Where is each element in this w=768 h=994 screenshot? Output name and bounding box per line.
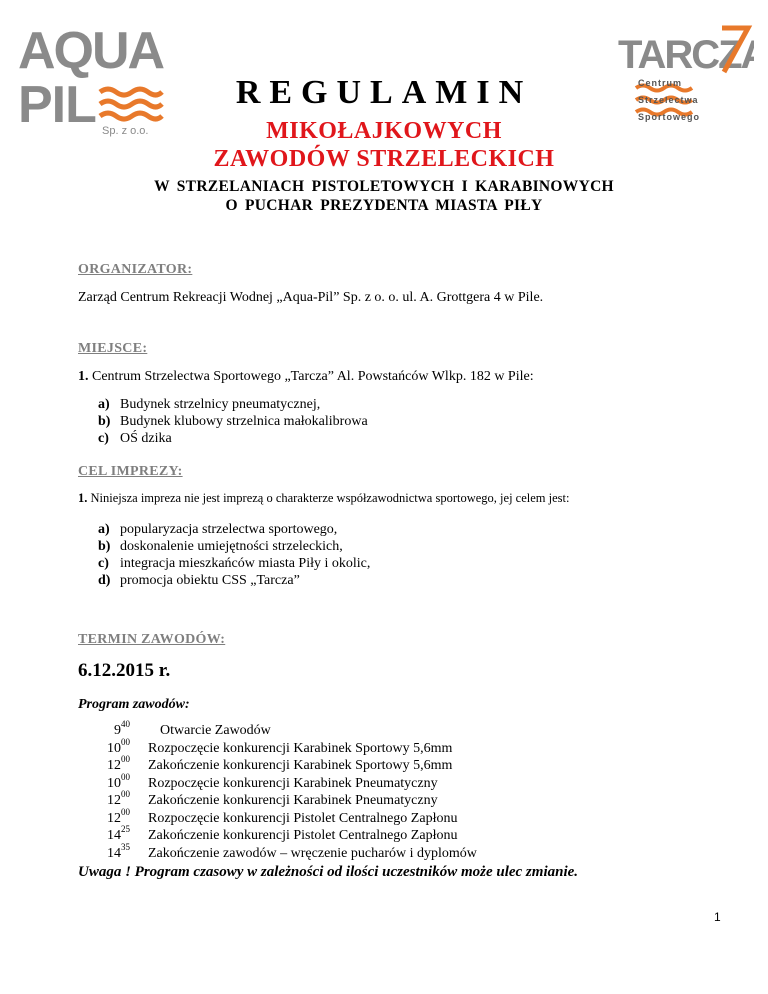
- cel-item-number: 1.: [78, 491, 88, 505]
- miejsce-item-number: 1.: [78, 369, 89, 384]
- schedule-row: [96, 736, 477, 758]
- schedule-row: [96, 754, 477, 775]
- logo-left-line1: AQUA: [18, 22, 164, 80]
- miejsce-item-text: Centrum Strzelectwa Sportowego „Tarcza” Al. Powstańców Wlkp. 182 w Pile:: [92, 369, 534, 384]
- list-item: b) doskonalenie umiejętności strzeleckich,: [98, 539, 343, 554]
- list-item: a) popularyzacja strzelectwa sportowego,: [98, 522, 338, 537]
- schedule-desc: Rozpoczęcie konkurencji Karabinek Sportowy 5,6mm: [148, 740, 453, 756]
- document-title: REGULAMIN: [235, 74, 533, 111]
- schedule-time: $10^{00}$: [107, 736, 130, 756]
- schedule-time: $10^{00}$: [107, 771, 130, 791]
- event-date: 6.12.2015 r.: [78, 660, 171, 681]
- logo-right-sub1: Centrum: [638, 78, 683, 88]
- schedule-row: [96, 771, 477, 793]
- logo-left-suffix: Sp. z o.o.: [102, 125, 149, 137]
- schedule-time: $12^{00}$: [107, 789, 130, 808]
- schedule-desc: Zakończenie zawodów – wręczenie pucharów i dyplomów: [148, 845, 477, 861]
- cel-heading: CEL IMPREZY:: [78, 464, 183, 479]
- miejsce-sublist: [98, 396, 368, 447]
- list-item: a) Budynek strzelnicy pneumatycznej,: [98, 397, 321, 412]
- organizator-heading: ORGANIZATOR:: [78, 262, 193, 277]
- termin-heading: TERMIN ZAWODÓW:: [78, 632, 226, 647]
- organizator-text: Zarząd Centrum Rekreacji Wodnej „Aqua-Pil” Sp. z o. o. ul. A. Grottgera 4 w Pile.: [78, 290, 544, 305]
- schedule-time: $9^{40}$: [114, 719, 130, 738]
- logo-left-line2: PIL: [18, 76, 96, 134]
- cel-sublist: [98, 521, 370, 589]
- subtitle-line-2: ZAWODÓW STRZELECKICH: [213, 146, 555, 172]
- schedule-row: [96, 806, 477, 828]
- schedule-desc: Rozpoczęcie konkurencji Karabinek Pneumatyczny: [148, 775, 438, 791]
- schedule-row: [96, 719, 477, 740]
- schedule-time: $14^{35}$: [107, 841, 130, 861]
- list-item: c) OŚ dzika: [98, 431, 172, 446]
- schedule-time: $14^{25}$: [107, 824, 130, 843]
- list-item: c) integracja mieszkańców miasta Piły i okolic,: [98, 556, 371, 571]
- logo-right-sub3: Sportowego: [638, 112, 700, 122]
- schedule-time: $12^{00}$: [107, 806, 130, 826]
- schedule-time: $12^{00}$: [107, 754, 130, 773]
- schedule-desc: Zakończenie konkurencji Karabinek Sportowy 5,6mm: [148, 758, 453, 773]
- list-item: b) Budynek klubowy strzelnica małokalibrowa: [98, 414, 368, 429]
- page-number: 1: [714, 910, 721, 924]
- logo-right-main: TARCZA: [618, 33, 754, 77]
- schedule: [96, 719, 477, 862]
- schedule-row: [96, 789, 477, 810]
- heading-line-1: W STRZELANIACH PISTOLETOWYCH I KARABINOWYCH: [154, 178, 614, 195]
- schedule-desc: Otwarcie Zawodów: [160, 723, 271, 738]
- list-item: d) promocja obiektu CSS „Tarcza”: [98, 573, 300, 588]
- cel-item: [78, 491, 569, 506]
- schedule-desc: Rozpoczęcie konkurencji Pistolet Centralnego Zapłonu: [148, 810, 458, 826]
- cel-item-text: Niniejsza impreza nie jest imprezą o charakterze współzawodnictwa sportowego, jej celem jest:: [90, 491, 570, 505]
- subtitle-line-1: MIKOŁAJKOWYCH: [266, 118, 502, 144]
- logo-right-sub2: Strzelectwa: [638, 95, 699, 105]
- heading-line-2: O PUCHAR PREZYDENTA MIASTA PIŁY: [225, 197, 543, 214]
- program-heading: Program zawodów:: [78, 697, 190, 712]
- program-note: Uwaga ! Program czasowy w zależności od ilości uczestników może ulec zmianie.: [78, 864, 579, 880]
- schedule-desc: Zakończenie konkurencji Karabinek Pneumatyczny: [148, 793, 438, 808]
- schedule-row: [96, 841, 477, 863]
- miejsce-heading: MIEJSCE:: [78, 341, 148, 356]
- schedule-desc: Zakończenie konkurencji Pistolet Centralnego Zapłonu: [148, 828, 458, 843]
- schedule-row: [96, 824, 477, 845]
- miejsce-item: [78, 369, 534, 385]
